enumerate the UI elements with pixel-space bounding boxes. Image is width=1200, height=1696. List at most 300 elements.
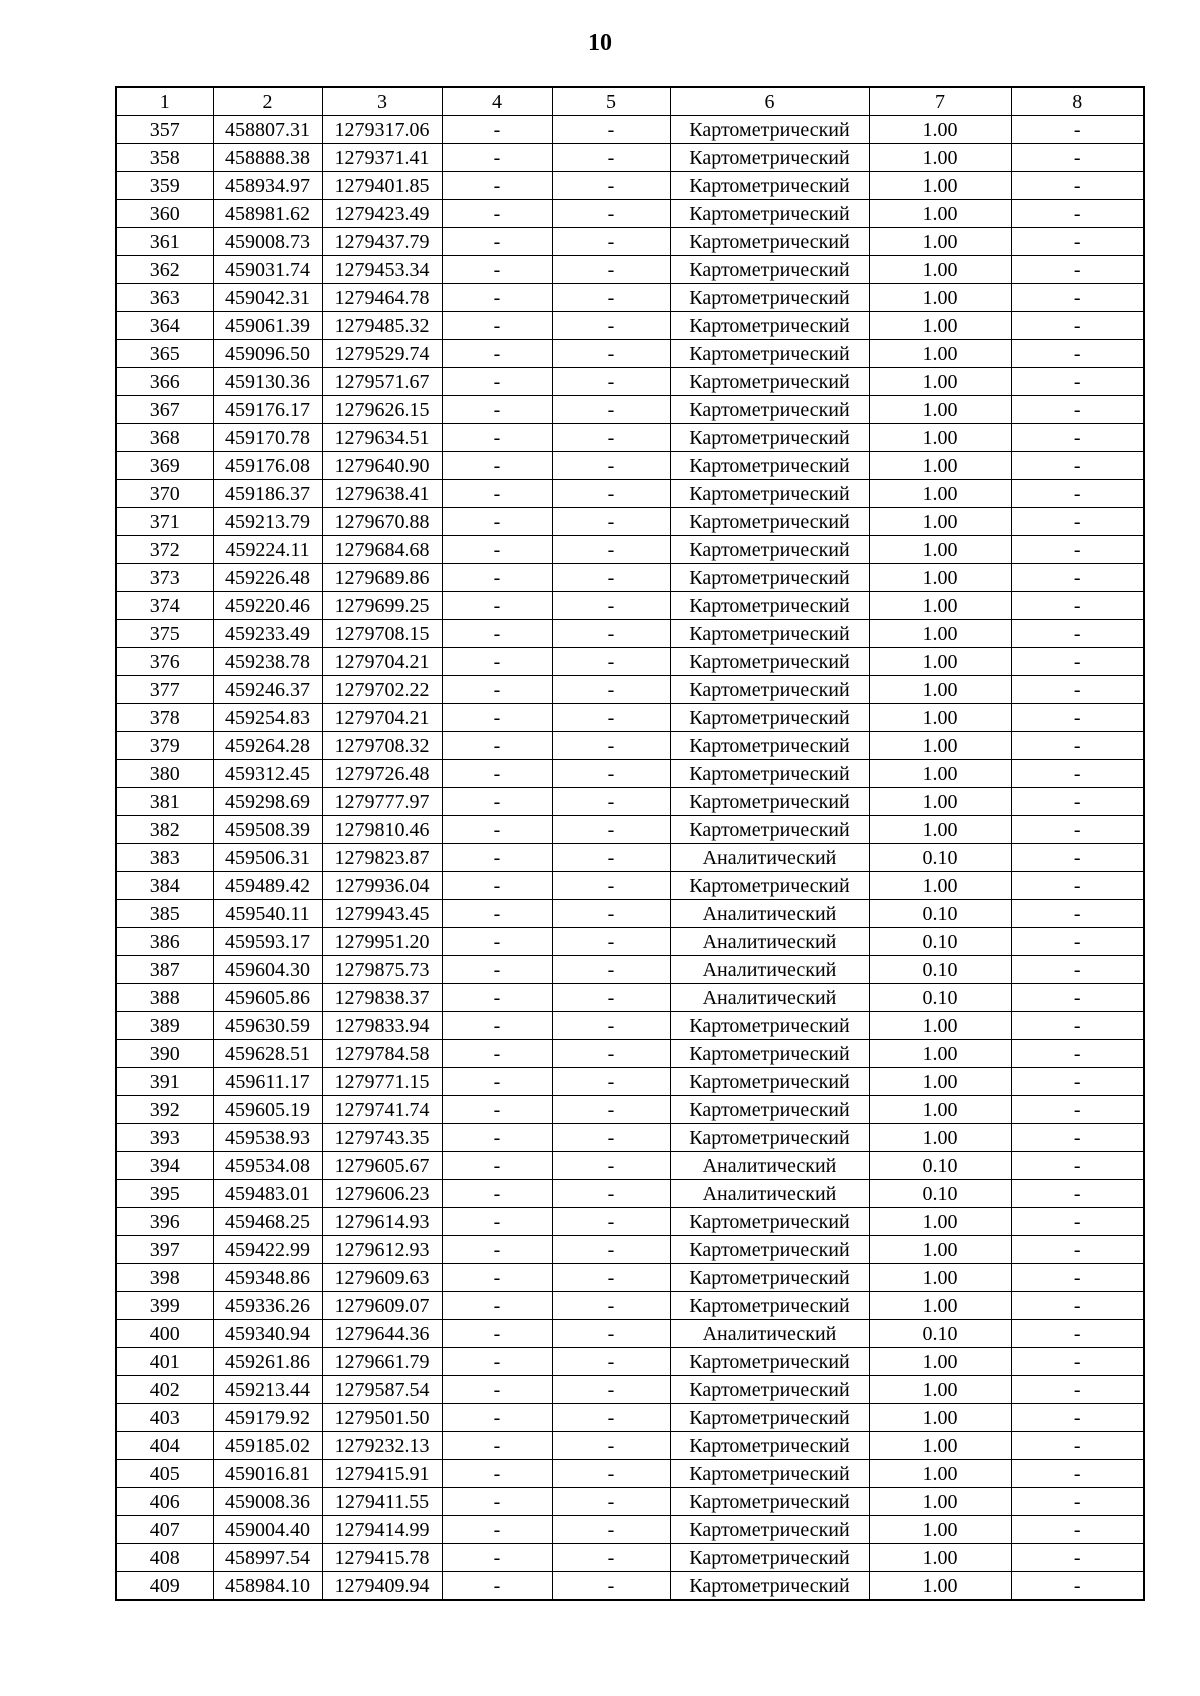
cell-precision: 0.10 — [869, 844, 1011, 872]
cell-point-number: 369 — [116, 452, 213, 480]
cell-precision: 1.00 — [869, 1124, 1011, 1152]
cell-method: Картометрический — [670, 564, 869, 592]
cell-col-8: - — [1011, 1124, 1144, 1152]
cell-col-4: - — [442, 452, 552, 480]
cell-precision: 1.00 — [869, 256, 1011, 284]
cell-coord-x: 459008.73 — [213, 228, 322, 256]
table-row — [116, 1572, 1144, 1601]
table-row — [116, 620, 1144, 648]
cell-col-4: - — [442, 1208, 552, 1236]
cell-col-5: - — [552, 284, 670, 312]
table-row — [116, 1516, 1144, 1544]
cell-col-4: - — [442, 1124, 552, 1152]
cell-coord-x: 459254.83 — [213, 704, 322, 732]
cell-precision: 1.00 — [869, 340, 1011, 368]
cell-method: Картометрический — [670, 816, 869, 844]
cell-col-8: - — [1011, 564, 1144, 592]
cell-coord-y: 1279232.13 — [322, 1432, 442, 1460]
cell-col-8: - — [1011, 1516, 1144, 1544]
cell-method: Картометрический — [670, 872, 869, 900]
cell-coord-x: 459483.01 — [213, 1180, 322, 1208]
cell-col-5: - — [552, 536, 670, 564]
cell-col-8: - — [1011, 620, 1144, 648]
table-row — [116, 648, 1144, 676]
cell-coord-x: 458934.97 — [213, 172, 322, 200]
table-row — [116, 1208, 1144, 1236]
cell-col-4: - — [442, 648, 552, 676]
cell-precision: 0.10 — [869, 1180, 1011, 1208]
cell-col-4: - — [442, 172, 552, 200]
table-row — [116, 1152, 1144, 1180]
table-row — [116, 536, 1144, 564]
cell-coord-x: 459185.02 — [213, 1432, 322, 1460]
cell-method: Картометрический — [670, 620, 869, 648]
cell-col-4: - — [442, 1348, 552, 1376]
cell-col-4: - — [442, 592, 552, 620]
cell-col-8: - — [1011, 1152, 1144, 1180]
cell-coord-x: 459336.26 — [213, 1292, 322, 1320]
cell-col-8: - — [1011, 424, 1144, 452]
cell-coord-y: 1279437.79 — [322, 228, 442, 256]
cell-coord-x: 459348.86 — [213, 1264, 322, 1292]
table-row — [116, 1264, 1144, 1292]
cell-coord-y: 1279810.46 — [322, 816, 442, 844]
cell-col-4: - — [442, 956, 552, 984]
cell-col-8: - — [1011, 1096, 1144, 1124]
cell-col-8: - — [1011, 900, 1144, 928]
table-row — [116, 452, 1144, 480]
cell-point-number: 364 — [116, 312, 213, 340]
table-row — [116, 1096, 1144, 1124]
cell-coord-y: 1279771.15 — [322, 1068, 442, 1096]
cell-point-number: 362 — [116, 256, 213, 284]
cell-col-5: - — [552, 340, 670, 368]
cell-method: Картометрический — [670, 1096, 869, 1124]
cell-col-5: - — [552, 368, 670, 396]
cell-coord-x: 459130.36 — [213, 368, 322, 396]
cell-col-8: - — [1011, 1488, 1144, 1516]
cell-col-4: - — [442, 732, 552, 760]
cell-coord-y: 1279704.21 — [322, 648, 442, 676]
cell-point-number: 360 — [116, 200, 213, 228]
cell-col-8: - — [1011, 340, 1144, 368]
cell-coord-y: 1279415.91 — [322, 1460, 442, 1488]
cell-precision: 0.10 — [869, 928, 1011, 956]
cell-col-5: - — [552, 592, 670, 620]
cell-coord-x: 459605.86 — [213, 984, 322, 1012]
cell-col-5: - — [552, 1012, 670, 1040]
cell-coord-y: 1279777.97 — [322, 788, 442, 816]
table-header — [116, 87, 1144, 116]
cell-col-4: - — [442, 200, 552, 228]
cell-coord-y: 1279605.67 — [322, 1152, 442, 1180]
table-row — [116, 1124, 1144, 1152]
cell-method: Картометрический — [670, 760, 869, 788]
cell-coord-y: 1279699.25 — [322, 592, 442, 620]
cell-method: Картометрический — [670, 1068, 869, 1096]
cell-col-8: - — [1011, 1208, 1144, 1236]
cell-point-number: 402 — [116, 1376, 213, 1404]
cell-coord-x: 459611.17 — [213, 1068, 322, 1096]
cell-col-5: - — [552, 1348, 670, 1376]
cell-point-number: 370 — [116, 480, 213, 508]
cell-coord-x: 459186.37 — [213, 480, 322, 508]
cell-col-5: - — [552, 1124, 670, 1152]
cell-coord-x: 459593.17 — [213, 928, 322, 956]
cell-coord-x: 459312.45 — [213, 760, 322, 788]
cell-coord-y: 1279409.94 — [322, 1572, 442, 1601]
cell-precision: 1.00 — [869, 620, 1011, 648]
cell-precision: 1.00 — [869, 228, 1011, 256]
cell-coord-x: 458888.38 — [213, 144, 322, 172]
cell-col-4: - — [442, 1320, 552, 1348]
cell-method: Картометрический — [670, 1292, 869, 1320]
table-row — [116, 928, 1144, 956]
cell-precision: 1.00 — [869, 424, 1011, 452]
cell-point-number: 392 — [116, 1096, 213, 1124]
cell-coord-y: 1279317.06 — [322, 116, 442, 144]
table-row — [116, 872, 1144, 900]
table-row — [116, 480, 1144, 508]
cell-point-number: 404 — [116, 1432, 213, 1460]
cell-coord-y: 1279875.73 — [322, 956, 442, 984]
cell-col-4: - — [442, 1488, 552, 1516]
cell-coord-y: 1279529.74 — [322, 340, 442, 368]
cell-coord-y: 1279411.55 — [322, 1488, 442, 1516]
cell-point-number: 396 — [116, 1208, 213, 1236]
cell-coord-y: 1279943.45 — [322, 900, 442, 928]
cell-col-8: - — [1011, 844, 1144, 872]
table-row — [116, 1460, 1144, 1488]
cell-coord-y: 1279726.48 — [322, 760, 442, 788]
cell-point-number: 359 — [116, 172, 213, 200]
cell-col-5: - — [552, 620, 670, 648]
cell-col-4: - — [442, 340, 552, 368]
cell-col-4: - — [442, 984, 552, 1012]
cell-point-number: 358 — [116, 144, 213, 172]
cell-precision: 1.00 — [869, 172, 1011, 200]
cell-method: Картометрический — [670, 1572, 869, 1601]
cell-col-5: - — [552, 984, 670, 1012]
table-row — [116, 816, 1144, 844]
cell-point-number: 382 — [116, 816, 213, 844]
table-row — [116, 340, 1144, 368]
cell-method: Картометрический — [670, 144, 869, 172]
cell-point-number: 399 — [116, 1292, 213, 1320]
table-row — [116, 1376, 1144, 1404]
cell-point-number: 398 — [116, 1264, 213, 1292]
cell-col-8: - — [1011, 1376, 1144, 1404]
cell-method: Картометрический — [670, 284, 869, 312]
cell-col-4: - — [442, 816, 552, 844]
cell-col-8: - — [1011, 396, 1144, 424]
cell-method: Картометрический — [670, 704, 869, 732]
cell-method: Картометрический — [670, 452, 869, 480]
table-row — [116, 788, 1144, 816]
cell-coord-x: 459264.28 — [213, 732, 322, 760]
cell-col-5: - — [552, 844, 670, 872]
cell-precision: 1.00 — [869, 1516, 1011, 1544]
cell-col-8: - — [1011, 200, 1144, 228]
cell-col-8: - — [1011, 788, 1144, 816]
cell-point-number: 368 — [116, 424, 213, 452]
cell-method: Картометрический — [670, 1376, 869, 1404]
cell-method: Аналитический — [670, 956, 869, 984]
cell-precision: 1.00 — [869, 452, 1011, 480]
cell-col-4: - — [442, 1236, 552, 1264]
cell-point-number: 375 — [116, 620, 213, 648]
cell-col-5: - — [552, 1292, 670, 1320]
cell-coord-x: 459340.94 — [213, 1320, 322, 1348]
table-row — [116, 844, 1144, 872]
cell-col-5: - — [552, 900, 670, 928]
table-row — [116, 1544, 1144, 1572]
cell-col-5: - — [552, 172, 670, 200]
cell-col-5: - — [552, 396, 670, 424]
coordinates-table — [115, 86, 1145, 1601]
cell-coord-y: 1279453.34 — [322, 256, 442, 284]
cell-point-number: 366 — [116, 368, 213, 396]
cell-precision: 1.00 — [869, 788, 1011, 816]
cell-col-4: - — [442, 1544, 552, 1572]
cell-coord-y: 1279708.32 — [322, 732, 442, 760]
cell-coord-x: 459468.25 — [213, 1208, 322, 1236]
cell-coord-y: 1279371.41 — [322, 144, 442, 172]
cell-col-8: - — [1011, 1180, 1144, 1208]
cell-point-number: 401 — [116, 1348, 213, 1376]
cell-method: Картометрический — [670, 1040, 869, 1068]
cell-coord-x: 459224.11 — [213, 536, 322, 564]
table-row — [116, 1040, 1144, 1068]
cell-method: Аналитический — [670, 1180, 869, 1208]
cell-col-8: - — [1011, 984, 1144, 1012]
cell-point-number: 409 — [116, 1572, 213, 1601]
cell-coord-x: 459246.37 — [213, 676, 322, 704]
cell-precision: 1.00 — [869, 1488, 1011, 1516]
cell-col-8: - — [1011, 676, 1144, 704]
cell-method: Картометрический — [670, 424, 869, 452]
column-header: 3 — [322, 87, 442, 116]
cell-col-5: - — [552, 1208, 670, 1236]
cell-coord-y: 1279414.99 — [322, 1516, 442, 1544]
cell-coord-x: 459534.08 — [213, 1152, 322, 1180]
cell-point-number: 383 — [116, 844, 213, 872]
cell-precision: 1.00 — [869, 368, 1011, 396]
cell-method: Картометрический — [670, 1236, 869, 1264]
cell-col-8: - — [1011, 1040, 1144, 1068]
cell-precision: 1.00 — [869, 536, 1011, 564]
cell-col-4: - — [442, 1516, 552, 1544]
cell-coord-x: 458981.62 — [213, 200, 322, 228]
cell-col-5: - — [552, 200, 670, 228]
cell-method: Картометрический — [670, 732, 869, 760]
cell-method: Картометрический — [670, 1488, 869, 1516]
cell-method: Картометрический — [670, 340, 869, 368]
cell-precision: 1.00 — [869, 564, 1011, 592]
cell-coord-y: 1279661.79 — [322, 1348, 442, 1376]
cell-method: Картометрический — [670, 1012, 869, 1040]
cell-col-8: - — [1011, 284, 1144, 312]
cell-col-8: - — [1011, 172, 1144, 200]
cell-method: Картометрический — [670, 1432, 869, 1460]
cell-col-5: - — [552, 508, 670, 536]
table-row — [116, 984, 1144, 1012]
table-row — [116, 732, 1144, 760]
cell-method: Картометрический — [670, 172, 869, 200]
cell-col-4: - — [442, 788, 552, 816]
cell-point-number: 380 — [116, 760, 213, 788]
table-row — [116, 1068, 1144, 1096]
cell-method: Картометрический — [670, 200, 869, 228]
cell-col-5: - — [552, 312, 670, 340]
cell-col-8: - — [1011, 1264, 1144, 1292]
cell-coord-y: 1279689.86 — [322, 564, 442, 592]
table-row — [116, 1236, 1144, 1264]
cell-col-5: - — [552, 1544, 670, 1572]
cell-coord-y: 1279704.21 — [322, 704, 442, 732]
cell-precision: 1.00 — [869, 760, 1011, 788]
cell-point-number: 385 — [116, 900, 213, 928]
cell-col-5: - — [552, 1488, 670, 1516]
cell-col-8: - — [1011, 1292, 1144, 1320]
cell-col-5: - — [552, 1460, 670, 1488]
cell-coord-y: 1279684.68 — [322, 536, 442, 564]
cell-col-8: - — [1011, 816, 1144, 844]
cell-col-4: - — [442, 256, 552, 284]
cell-point-number: 388 — [116, 984, 213, 1012]
cell-point-number: 390 — [116, 1040, 213, 1068]
table-row — [116, 284, 1144, 312]
cell-method: Картометрический — [670, 592, 869, 620]
cell-coord-x: 459096.50 — [213, 340, 322, 368]
cell-coord-x: 459170.78 — [213, 424, 322, 452]
cell-col-4: - — [442, 1152, 552, 1180]
cell-col-5: - — [552, 256, 670, 284]
column-header: 1 — [116, 87, 213, 116]
cell-col-4: - — [442, 1012, 552, 1040]
cell-point-number: 408 — [116, 1544, 213, 1572]
cell-method: Картометрический — [670, 396, 869, 424]
cell-precision: 1.00 — [869, 1376, 1011, 1404]
cell-method: Картометрический — [670, 1124, 869, 1152]
cell-col-8: - — [1011, 1404, 1144, 1432]
cell-col-5: - — [552, 1096, 670, 1124]
cell-precision: 1.00 — [869, 1544, 1011, 1572]
cell-point-number: 387 — [116, 956, 213, 984]
cell-method: Аналитический — [670, 984, 869, 1012]
cell-col-4: - — [442, 480, 552, 508]
cell-col-8: - — [1011, 760, 1144, 788]
cell-col-8: - — [1011, 480, 1144, 508]
cell-coord-x: 458997.54 — [213, 1544, 322, 1572]
cell-col-8: - — [1011, 1236, 1144, 1264]
table-row — [116, 172, 1144, 200]
cell-method: Картометрический — [670, 1404, 869, 1432]
cell-col-5: - — [552, 1040, 670, 1068]
cell-coord-x: 459226.48 — [213, 564, 322, 592]
cell-method: Картометрический — [670, 536, 869, 564]
cell-col-4: - — [442, 1460, 552, 1488]
cell-coord-y: 1279640.90 — [322, 452, 442, 480]
cell-col-4: - — [442, 228, 552, 256]
cell-precision: 1.00 — [869, 816, 1011, 844]
cell-col-8: - — [1011, 732, 1144, 760]
cell-col-8: - — [1011, 116, 1144, 144]
cell-col-4: - — [442, 872, 552, 900]
cell-precision: 0.10 — [869, 900, 1011, 928]
cell-col-8: - — [1011, 508, 1144, 536]
cell-coord-x: 459508.39 — [213, 816, 322, 844]
cell-point-number: 376 — [116, 648, 213, 676]
cell-point-number: 373 — [116, 564, 213, 592]
cell-method: Картометрический — [670, 116, 869, 144]
cell-coord-y: 1279415.78 — [322, 1544, 442, 1572]
cell-point-number: 397 — [116, 1236, 213, 1264]
cell-col-8: - — [1011, 368, 1144, 396]
cell-col-5: - — [552, 928, 670, 956]
cell-col-8: - — [1011, 144, 1144, 172]
table-row — [116, 956, 1144, 984]
cell-col-4: - — [442, 676, 552, 704]
cell-col-5: - — [552, 1376, 670, 1404]
cell-col-5: - — [552, 648, 670, 676]
cell-coord-y: 1279609.07 — [322, 1292, 442, 1320]
cell-col-5: - — [552, 956, 670, 984]
cell-col-5: - — [552, 1180, 670, 1208]
cell-col-8: - — [1011, 1432, 1144, 1460]
cell-precision: 1.00 — [869, 1264, 1011, 1292]
cell-coord-y: 1279936.04 — [322, 872, 442, 900]
cell-col-4: - — [442, 536, 552, 564]
cell-method: Картометрический — [670, 312, 869, 340]
column-header: 2 — [213, 87, 322, 116]
cell-precision: 1.00 — [869, 312, 1011, 340]
cell-col-5: - — [552, 1320, 670, 1348]
cell-col-4: - — [442, 1432, 552, 1460]
cell-coord-x: 459179.92 — [213, 1404, 322, 1432]
cell-coord-x: 459031.74 — [213, 256, 322, 284]
cell-precision: 1.00 — [869, 284, 1011, 312]
cell-col-5: - — [552, 1404, 670, 1432]
cell-col-4: - — [442, 368, 552, 396]
table-row — [116, 1348, 1144, 1376]
cell-coord-y: 1279612.93 — [322, 1236, 442, 1264]
table-row — [116, 1012, 1144, 1040]
table-row — [116, 256, 1144, 284]
cell-coord-x: 459506.31 — [213, 844, 322, 872]
cell-coord-y: 1279626.15 — [322, 396, 442, 424]
cell-col-8: - — [1011, 704, 1144, 732]
cell-col-5: - — [552, 732, 670, 760]
cell-coord-x: 459540.11 — [213, 900, 322, 928]
cell-precision: 0.10 — [869, 956, 1011, 984]
cell-precision: 1.00 — [869, 1040, 1011, 1068]
cell-coord-y: 1279951.20 — [322, 928, 442, 956]
cell-col-5: - — [552, 228, 670, 256]
cell-precision: 1.00 — [869, 676, 1011, 704]
cell-point-number: 379 — [116, 732, 213, 760]
table-row — [116, 760, 1144, 788]
cell-col-5: - — [552, 1236, 670, 1264]
cell-col-4: - — [442, 564, 552, 592]
cell-col-5: - — [552, 1264, 670, 1292]
cell-point-number: 377 — [116, 676, 213, 704]
cell-coord-x: 459213.44 — [213, 1376, 322, 1404]
cell-coord-x: 459538.93 — [213, 1124, 322, 1152]
cell-coord-x: 459233.49 — [213, 620, 322, 648]
cell-method: Картометрический — [670, 676, 869, 704]
cell-method: Картометрический — [670, 1516, 869, 1544]
